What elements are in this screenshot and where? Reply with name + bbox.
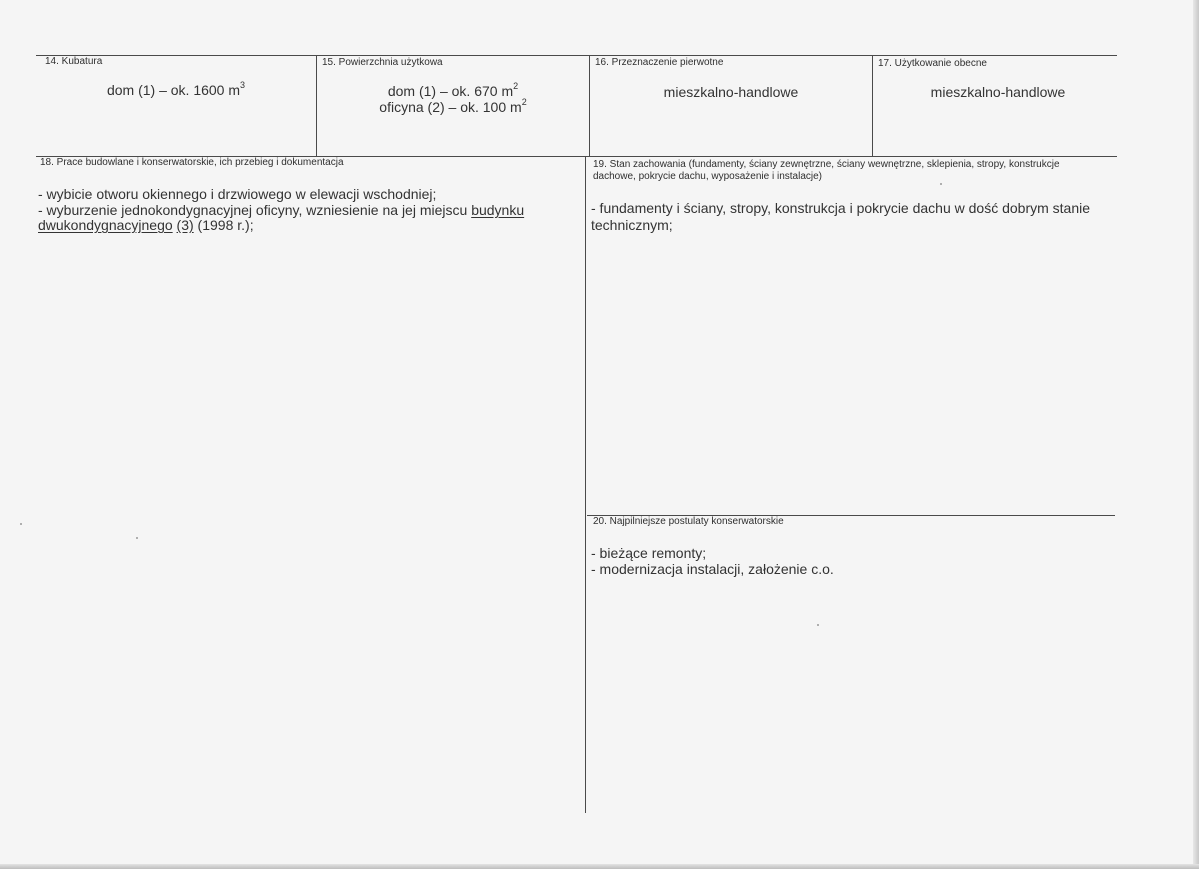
field15-line1-text: dom (1) – ok. 670 m xyxy=(387,83,514,99)
field18-line3-ref: (3) xyxy=(176,217,194,233)
col-divider-3 xyxy=(872,55,873,156)
scan-speck xyxy=(20,523,22,525)
field18-line2-text: - wyburzenie jednokondygnacyjnej oficyny, wzniesienie na jej miejscu xyxy=(38,202,472,218)
center-divider xyxy=(585,156,586,813)
field14-value-text: dom (1) – ok. 1600 m xyxy=(106,82,241,98)
field20-line2: - modernizacja instalacji, założenie c.o. xyxy=(591,561,834,577)
field14-value xyxy=(40,82,312,99)
field17-label: 17. Użytkowanie obecne xyxy=(878,58,987,69)
col-divider-2 xyxy=(589,55,590,156)
field18-line3 xyxy=(38,217,254,234)
field15-label: 15. Powierzchnia użytkowa xyxy=(322,57,443,68)
field18-line3-underlined: dwukondygnacyjnego xyxy=(38,217,173,233)
field15-line1-sup: 2 xyxy=(513,81,519,92)
field18-line3-date: (1998 r.); xyxy=(193,217,254,233)
col-divider-1 xyxy=(316,55,317,156)
field19-label: 19. Stan zachowania (fundamenty, ściany zewnętrzne, ściany wewnętrzne, sklepienia, stropy, konstrukcje dachowe, pokrycie dachu, wyposażenie i instalacje) xyxy=(593,159,1060,182)
field18-line2-underlined: budynku xyxy=(471,202,525,218)
field18-line1: - wybicie otworu okiennego i drzwiowego w elewacji wschodniej; xyxy=(38,186,437,202)
field15-line2-text: oficyna (2) – ok. 100 m xyxy=(379,99,522,115)
field14-label: 14. Kubatura xyxy=(45,56,103,67)
scan-speck xyxy=(136,537,138,539)
field18-label: 18. Prace budowlane i konserwatorskie, ich przebieg i dokumentacja xyxy=(40,157,344,168)
field17-value: mieszkalno-handlowe xyxy=(930,84,1066,100)
scan-edge-right xyxy=(1193,0,1199,869)
field16-label: 16. Przeznaczenie pierwotne xyxy=(595,57,724,68)
scan-edge-bottom xyxy=(0,864,1199,869)
field19-value: - fundamenty i ściany, stropy, konstrukcja i pokrycie dachu w dość dobrym stanie technicznym; xyxy=(591,200,1091,233)
field20-label: 20. Najpilniejsze postulaty konserwatorskie xyxy=(593,516,784,527)
field15-line1 xyxy=(320,83,586,100)
field15-line2 xyxy=(320,99,586,116)
top-border xyxy=(36,55,1117,56)
field14-value-sup: 3 xyxy=(240,80,246,91)
field16-value: mieszkalno-handlowe xyxy=(663,84,799,100)
scan-speck xyxy=(940,183,942,185)
field20-line1: - bieżące remonty; xyxy=(591,545,707,561)
scan-speck xyxy=(817,624,819,626)
field15-line2-sup: 2 xyxy=(521,97,527,108)
